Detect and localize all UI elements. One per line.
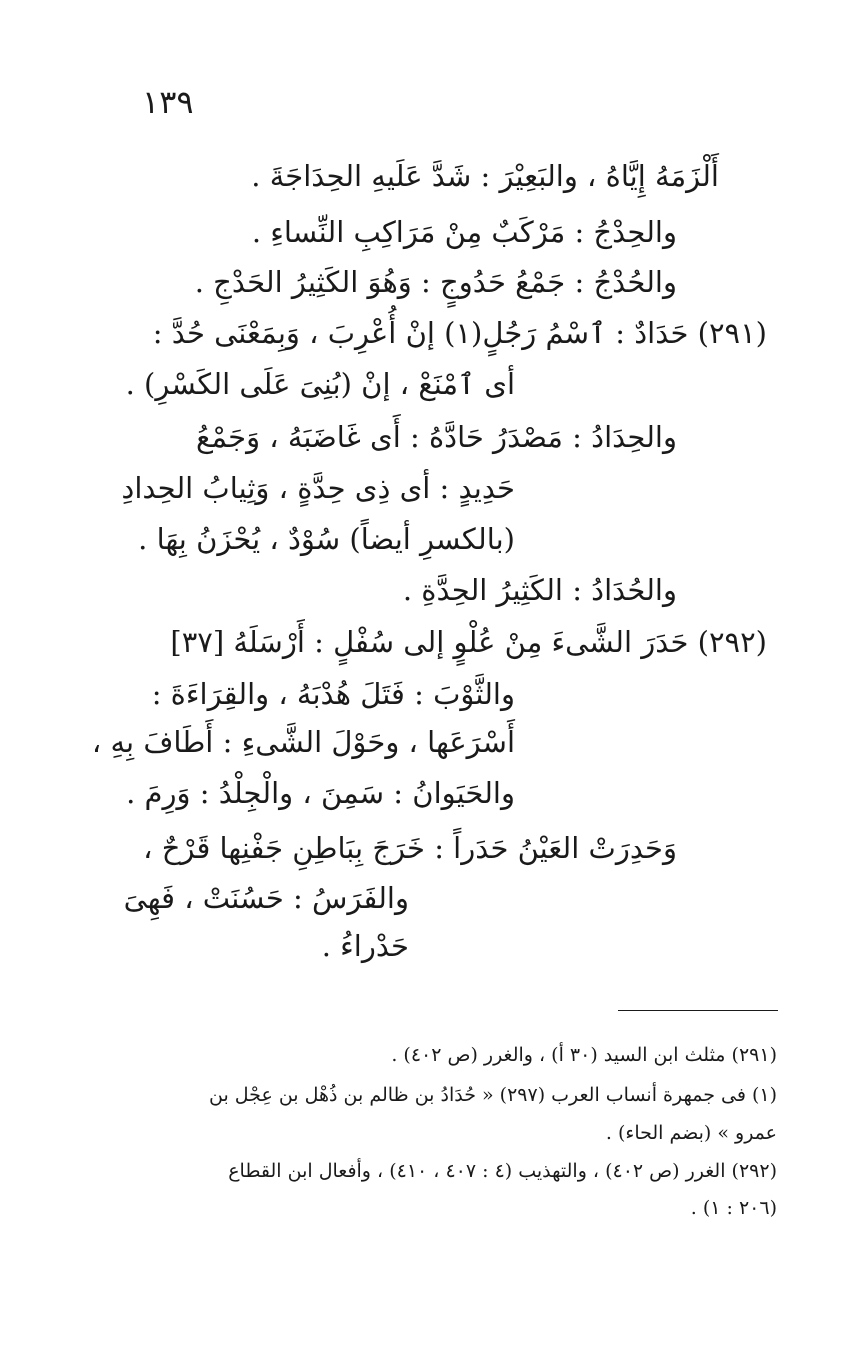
text-line: والحِدْجُ : مَرْكَبٌ مِنْ مَرَاكِبِ النِّساءِ . (251, 215, 677, 249)
text-line: (بالكسرِ أيضاً) سُوْدٌ ، يُحْزَنُ بِهَا . (138, 522, 515, 556)
footnote-line: (٢٩١) مثلث ابن السيد (٣٠ أ) ، والغرر (ص ٤٠٢) . (391, 1044, 777, 1066)
footnote-line: (٢٩٢) الغرر (ص ٤٠٢) ، والتهذيب (٤ : ٤٠٧ ، ٤١٠) ، وأفعال ابن القطاع (228, 1160, 777, 1182)
text-line: والحَيَوانُ : سَمِنَ ، والْجِلْدُ : وَرِمَ . (126, 776, 515, 810)
text-line: حَدْراءُ . (321, 929, 409, 963)
text-line: (٢٩٢) حَدَرَ الشَّىءَ مِنْ عُلْوٍ إلى سُفْلٍ : أَرْسَلَهُ [٣٧] (170, 625, 767, 659)
footnote-divider (618, 1010, 778, 1011)
page-number: ١٣٩ (142, 83, 194, 121)
text-line: أَلْزَمَهُ إِيَّاهُ ، والبَعِيْرَ : شَدَّ عَلَيهِ الحِدَاجَةَ . (251, 159, 719, 193)
text-line: والحِدَادُ : مَصْدَرُ حَادَّهُ : أَى غَاضَبَهُ ، وَجَمْعُ (195, 420, 677, 454)
footnote-line: (١) فى جمهرة أنساب العرب (٢٩٧) « حُدَادُ بن ظالم بن ذُهْل بن عِجْل بن (209, 1084, 777, 1106)
text-line: والحُدَادُ : الكَثِيرُ الحِدَّةِ . (402, 573, 677, 607)
text-line: (٢٩١) حَدَادٌ : ٱسْمُ رَجُلٍ(١) إنْ أُعْرِبَ ، وَبِمَعْنَى حُدَّ : (152, 316, 767, 350)
footnote-line: . (٢٠٦ : ١) (690, 1197, 777, 1219)
text-line: حَدِيدٍ : أى ذِى حِدَّةٍ ، وَثِيابُ الحِدادِ (121, 471, 515, 505)
text-line: والحُدْجُ : جَمْعُ حَدُوجٍ : وَهُوَ الكَثِيرُ الحَدْجِ . (194, 265, 677, 299)
text-line: أى ٱمْنَعْ ، إنْ (بُنِىَ عَلَى الكَسْرِ) . (125, 367, 515, 401)
text-line: أَسْرَعَها ، وحَوْلَ الشَّىءِ : أَطَافَ بِهِ ، (91, 725, 515, 759)
text-line: والفَرَسُ : حَسُنَتْ ، فَهِىَ (123, 881, 409, 915)
text-line: وَحَدِرَتْ العَيْنُ حَدَراً : خَرَجَ بِبَاطِنِ جَفْنِها قَرْحٌ ، (143, 831, 677, 865)
footnote-line: عمرو » (بضم الحاء) . (605, 1122, 777, 1144)
text-line: والثَّوْبَ : فَتَلَ هُدْبَهُ ، والقِرَاءَةَ : (151, 677, 515, 711)
